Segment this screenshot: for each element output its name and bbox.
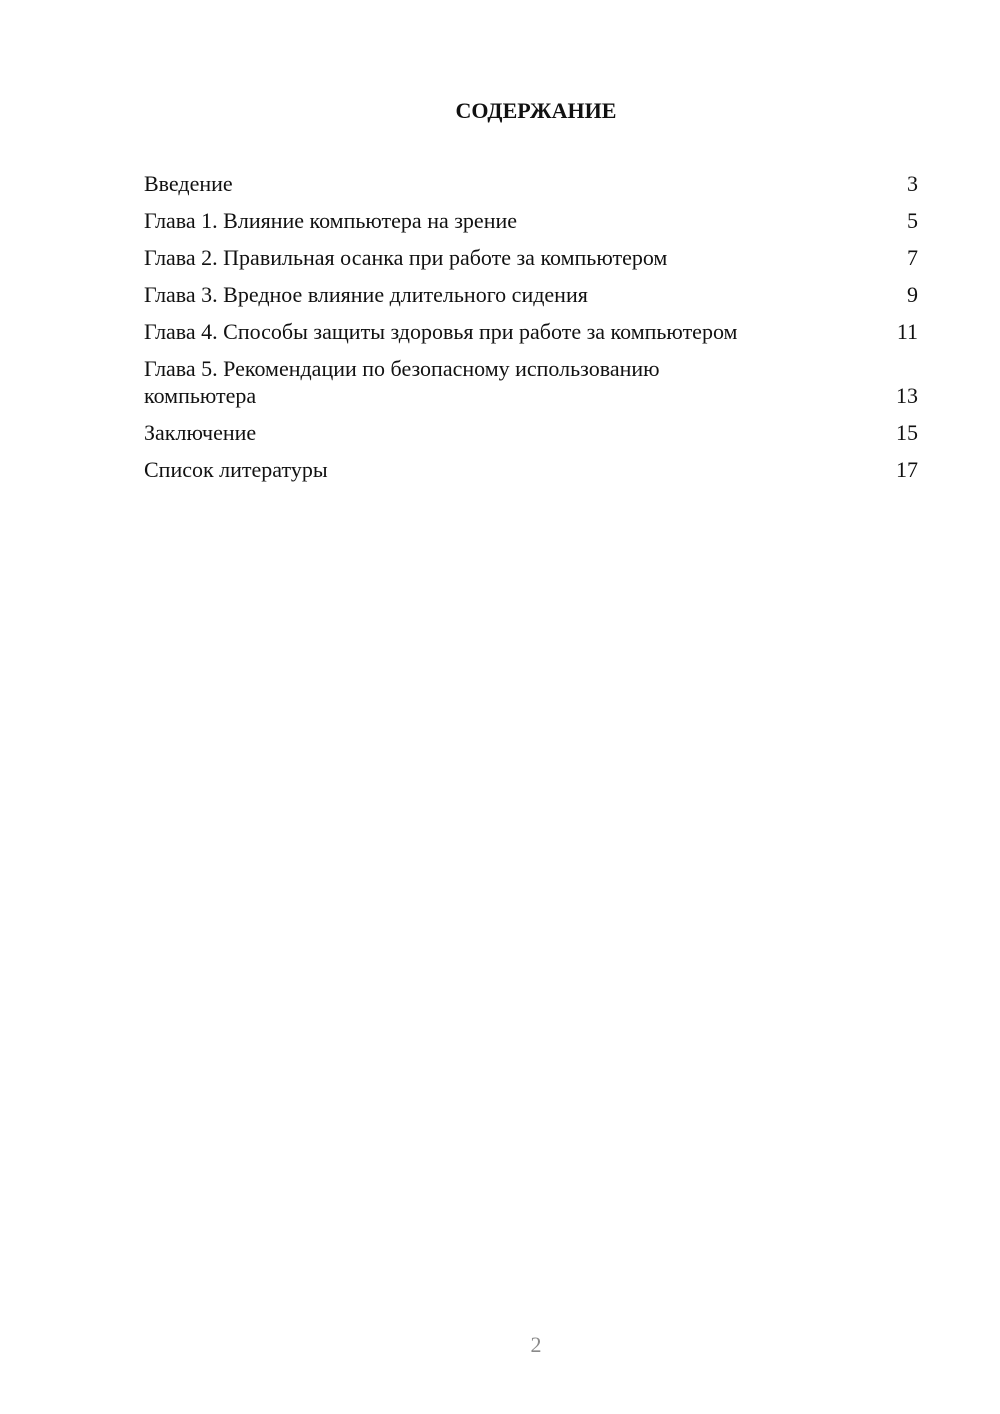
toc-entry-page: 9 <box>907 282 918 307</box>
toc-entry-page: 3 <box>907 171 918 196</box>
toc-entry <box>144 456 918 483</box>
toc-entry-label: Глава 1. Влияние компьютера на зрение <box>144 208 518 233</box>
toc-entry <box>144 318 918 345</box>
toc-entry <box>144 170 918 197</box>
toc-entry <box>144 281 918 308</box>
toc-entry-label: Список литературы <box>144 457 328 482</box>
toc-entry-label: Введение <box>144 171 233 196</box>
toc-entry-label: Глава 2. Правильная осанка при работе за компьютером <box>144 245 668 270</box>
toc-entry-page: 15 <box>896 420 918 445</box>
toc-entry <box>144 419 918 446</box>
toc-entry <box>144 355 918 409</box>
toc-entry-page: 17 <box>896 457 918 482</box>
page-number: 2 <box>530 1332 542 1357</box>
toc-entry-page: 13 <box>896 383 918 408</box>
toc-entry-page: 11 <box>896 319 918 344</box>
table-of-contents <box>144 170 918 493</box>
page-title: СОДЕРЖАНИЕ <box>455 98 617 123</box>
toc-entry-label: Глава 3. Вредное влияние длительного сидения <box>144 282 588 307</box>
toc-entry <box>144 207 918 234</box>
toc-entry-page: 5 <box>907 208 918 233</box>
toc-entry <box>144 244 918 271</box>
toc-entry-label: Заключение <box>144 420 257 445</box>
toc-entry-label: Глава 5. Рекомендации по безопасному использованию компьютера <box>144 356 660 408</box>
toc-entry-label: Глава 4. Способы защиты здоровья при работе за компьютером <box>144 319 738 344</box>
toc-entry-page: 7 <box>907 245 918 270</box>
